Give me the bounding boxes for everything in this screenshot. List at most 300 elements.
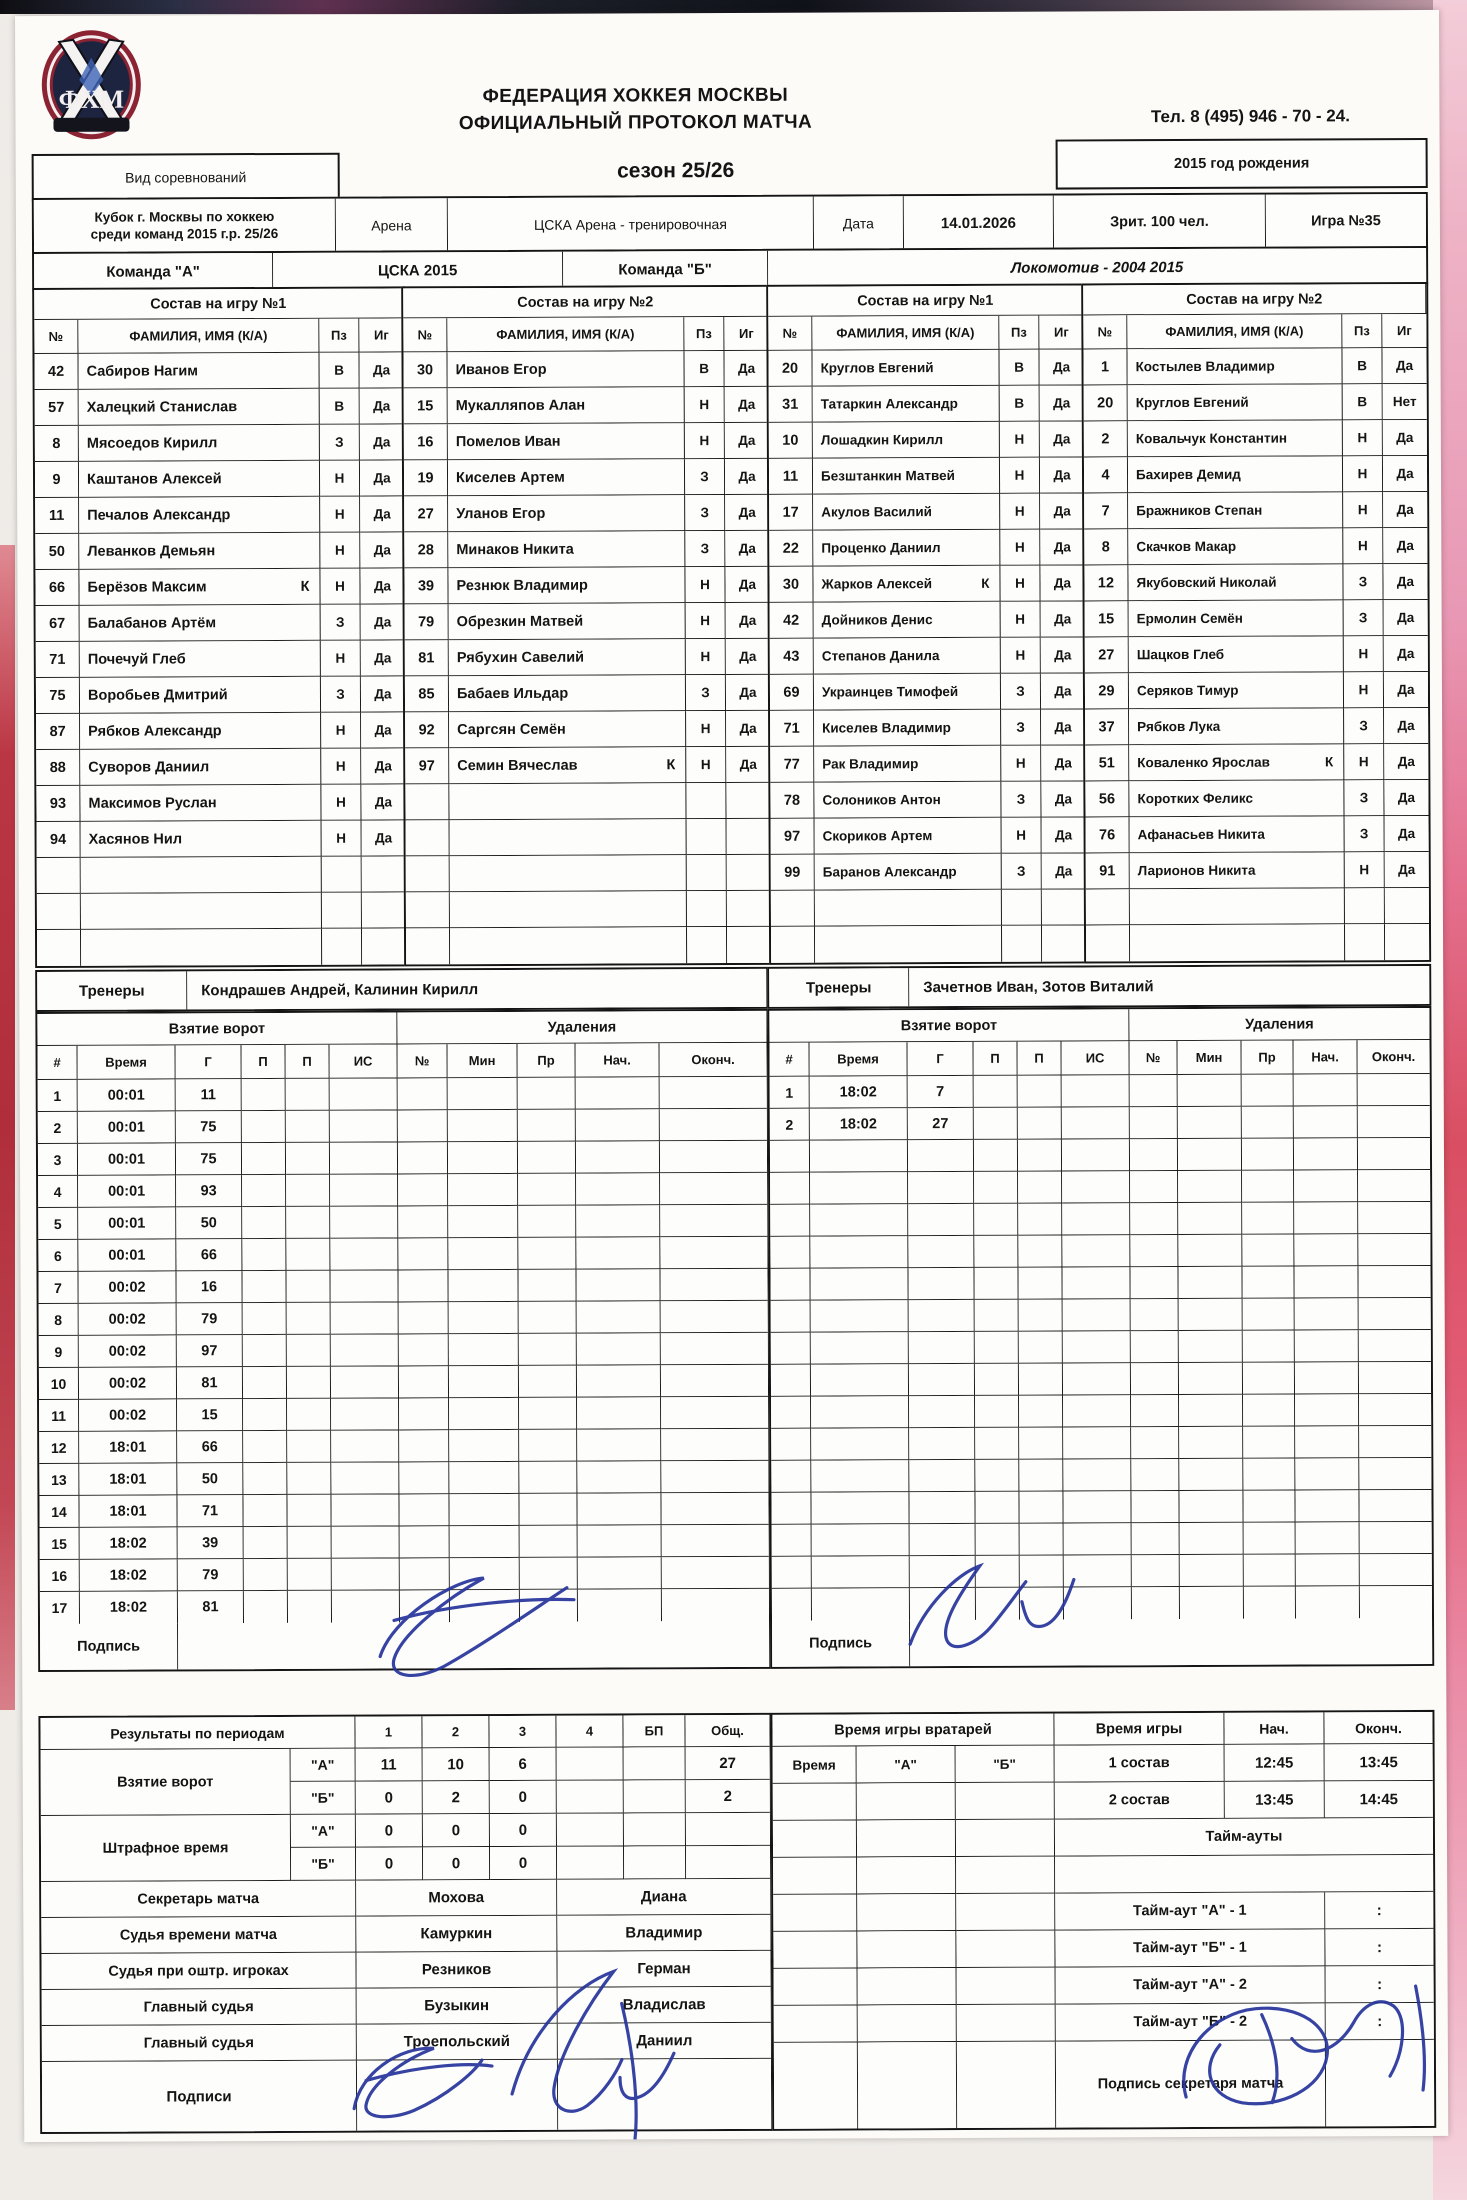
player-name xyxy=(79,569,320,606)
player-position: Н xyxy=(321,641,361,677)
competition-name-line1: Кубок г. Москвы по хоккею xyxy=(94,209,275,225)
goal-assist2 xyxy=(1019,1396,1063,1428)
player-position: З xyxy=(1001,710,1041,746)
player-name xyxy=(813,530,1000,567)
federation-title: ФЕДЕРАЦИЯ ХОККЕЯ МОСКВЫ xyxy=(482,84,789,108)
timeout-value: : xyxy=(1326,2003,1434,2040)
player-played: Да xyxy=(726,711,770,747)
player-name xyxy=(1128,492,1343,529)
player-number: 42 xyxy=(34,354,78,390)
penalty-cell xyxy=(662,1525,769,1557)
player-position xyxy=(687,891,727,927)
penalty-cell xyxy=(1360,1586,1432,1618)
penalty-cell xyxy=(1130,1267,1178,1299)
player-name-text: Коваленко Ярослав xyxy=(1137,754,1270,771)
official-surname: Камуркин xyxy=(356,1916,557,1953)
goalie-time-cell xyxy=(857,1931,956,1968)
player-position: З xyxy=(1344,780,1384,816)
goal-strength xyxy=(331,1462,399,1494)
penalty-cell xyxy=(1243,1331,1295,1363)
player-name xyxy=(448,531,685,568)
roster-col-played: Иг xyxy=(1039,315,1083,349)
goal-row-number: 6 xyxy=(38,1240,78,1272)
arena-value: ЦСКА Арена - тренировочная xyxy=(448,197,814,253)
player-name xyxy=(450,891,687,928)
player-name xyxy=(448,459,685,496)
player-name-text: Семин Вячеслав xyxy=(457,757,578,774)
player-number: 30 xyxy=(769,567,813,603)
goal-scorer: 11 xyxy=(176,1079,242,1111)
player-name xyxy=(815,854,1002,891)
penalty-cell xyxy=(1243,1491,1295,1523)
penalty-cell xyxy=(1179,1299,1243,1331)
penalty-cell xyxy=(398,1238,448,1270)
penalty-cell xyxy=(450,1526,520,1558)
results-value xyxy=(624,1780,686,1813)
penalty-cell xyxy=(520,1558,578,1590)
player-played: Да xyxy=(1384,600,1428,636)
goal-row-number xyxy=(770,1205,810,1237)
player-played: Да xyxy=(361,784,405,820)
player-name-text: Коротких Феликс xyxy=(1137,790,1254,807)
goal-assist2 xyxy=(1019,1332,1063,1364)
timeout-label: Тайм-аут "Б" - 1 xyxy=(1055,1929,1325,1967)
goal-strength xyxy=(1062,1139,1130,1171)
goal-scorer xyxy=(909,1428,975,1460)
player-number: 15 xyxy=(1085,601,1129,637)
penalty-cell xyxy=(1131,1427,1179,1459)
player-played: Да xyxy=(726,639,770,675)
player-name xyxy=(813,386,1000,423)
player-number xyxy=(1086,889,1130,925)
goal-time: 00:01 xyxy=(78,1079,176,1111)
player-name-text: Костылев Владимир xyxy=(1135,358,1275,375)
goal-assist1 xyxy=(243,1399,287,1431)
goal-scorer xyxy=(909,1492,975,1524)
player-played xyxy=(726,783,770,819)
penalty-cell xyxy=(1243,1395,1295,1427)
goal-assist1 xyxy=(974,1108,1018,1140)
player-played: Да xyxy=(726,603,770,639)
goal-strength xyxy=(332,1526,400,1558)
player-position: Н xyxy=(321,713,361,749)
player-number: 10 xyxy=(769,423,813,459)
penalty-cell xyxy=(1296,1522,1360,1554)
goal-assist2 xyxy=(1018,1268,1062,1300)
player-name-text: Ларионов Никита xyxy=(1137,862,1256,879)
protocol-sheet xyxy=(15,10,1448,2142)
goal-row-number: 3 xyxy=(38,1144,78,1176)
results-value: 11 xyxy=(356,1748,423,1781)
player-number: 67 xyxy=(36,606,80,642)
goal-assist1 xyxy=(974,1204,1018,1236)
player-number: 28 xyxy=(404,532,448,568)
goal-strength xyxy=(1064,1555,1132,1587)
player-position: Н xyxy=(322,821,362,857)
player-name xyxy=(449,603,686,640)
player-position: З xyxy=(321,677,361,713)
penalty-cell xyxy=(576,1173,660,1205)
penalty-cell xyxy=(448,1238,518,1270)
penalty-cell xyxy=(1358,1234,1430,1266)
player-played: Да xyxy=(1040,529,1084,565)
player-position: З xyxy=(1002,854,1042,890)
player-name xyxy=(1130,888,1345,925)
player-number: 51 xyxy=(1085,745,1129,781)
goal-time xyxy=(810,1204,908,1236)
results-period-header: 1 xyxy=(355,1716,422,1748)
player-played: Да xyxy=(1384,636,1428,672)
goal-row-number xyxy=(771,1493,811,1525)
penalty-cell xyxy=(661,1429,768,1461)
roster-col-played: Иг xyxy=(1382,314,1426,348)
player-number: 8 xyxy=(1084,529,1128,565)
goal-time: 00:02 xyxy=(78,1271,176,1303)
goals-col-header: # xyxy=(769,1043,809,1077)
official-firstname: Даниил xyxy=(558,2023,771,2060)
player-name-text: Рак Владимир xyxy=(822,756,919,772)
penalty-cell xyxy=(576,1109,660,1141)
roster-col-pos: Пз xyxy=(684,317,724,351)
player-position: З xyxy=(686,675,726,711)
player-number: 27 xyxy=(1085,637,1129,673)
goal-row-number xyxy=(771,1461,811,1493)
goal-time: 18:02 xyxy=(810,1076,908,1108)
penalty-cell xyxy=(577,1365,661,1397)
player-name xyxy=(81,821,322,858)
player-played: Да xyxy=(1382,348,1426,384)
player-number xyxy=(37,858,81,894)
player-position: Н xyxy=(1000,530,1040,566)
player-number xyxy=(406,928,450,964)
secretary-sign-label: Подпись секретаря матча xyxy=(1056,2040,1326,2127)
penalties-title-b: Удаления xyxy=(1129,1008,1429,1041)
lineup-end: 14:45 xyxy=(1325,1781,1433,1818)
goal-row-number: 1 xyxy=(38,1080,78,1112)
player-played: Да xyxy=(725,531,769,567)
player-name xyxy=(80,749,321,786)
penalty-cell xyxy=(449,1334,519,1366)
player-played: Да xyxy=(1384,708,1428,744)
roster-col-name: ФАМИЛИЯ, ИМЯ (К/А) xyxy=(447,317,684,352)
penalty-cell xyxy=(577,1397,661,1429)
player-name xyxy=(1130,924,1345,961)
player-number: 79 xyxy=(405,604,449,640)
timeout-label: Тайм-аут "Б" - 2 xyxy=(1056,2003,1326,2041)
penalty-cell xyxy=(661,1301,768,1333)
player-position: Н xyxy=(320,533,360,569)
timeout-label: Тайм-аут "А" - 2 xyxy=(1056,1966,1326,2004)
goal-row-number: 8 xyxy=(39,1304,79,1336)
penalty-cell xyxy=(449,1494,519,1526)
player-number: 16 xyxy=(404,424,448,460)
player-position: Н xyxy=(1345,852,1385,888)
player-name-text: Ермолин Семён xyxy=(1136,610,1243,627)
official-firstname: Герман xyxy=(557,1951,770,1988)
penalty-cell xyxy=(1130,1235,1178,1267)
player-number xyxy=(406,856,450,892)
coaches-label-b: Тренеры xyxy=(769,968,909,1007)
player-number: 56 xyxy=(1085,781,1129,817)
goal-strength xyxy=(332,1558,400,1590)
player-played xyxy=(1385,888,1429,924)
penalty-cell xyxy=(1294,1202,1358,1234)
goal-assist1 xyxy=(242,1207,286,1239)
player-number: 19 xyxy=(404,460,448,496)
sign-label-b: Подпись xyxy=(772,1620,910,1667)
goal-row-number: 10 xyxy=(39,1368,79,1400)
player-name xyxy=(1129,744,1344,781)
player-number: 15 xyxy=(404,388,448,424)
player-played: Да xyxy=(1383,528,1427,564)
player-position: Н xyxy=(1001,746,1041,782)
goal-assist1 xyxy=(975,1492,1019,1524)
player-position: З xyxy=(1001,674,1041,710)
player-number: 92 xyxy=(405,712,449,748)
goal-assist1 xyxy=(975,1428,1019,1460)
penalty-cell xyxy=(1131,1459,1179,1491)
goal-scorer xyxy=(910,1556,976,1588)
penalty-cell xyxy=(1130,1139,1178,1171)
penalty-cell xyxy=(578,1589,662,1621)
goal-strength xyxy=(1063,1459,1131,1491)
penalty-cell xyxy=(519,1494,577,1526)
goal-assist1 xyxy=(244,1591,288,1623)
results-value xyxy=(624,1813,686,1846)
player-name xyxy=(80,677,321,714)
goal-row-number xyxy=(772,1557,812,1589)
goal-strength xyxy=(330,1110,398,1142)
player-position: Н xyxy=(320,497,360,533)
penalty-cell xyxy=(518,1110,576,1142)
player-name xyxy=(450,855,687,892)
penalty-cell xyxy=(1242,1171,1294,1203)
penalty-cell xyxy=(1294,1234,1358,1266)
player-played xyxy=(1042,889,1086,925)
goal-time xyxy=(810,1236,908,1268)
player-played: Да xyxy=(1042,817,1086,853)
penalty-cell xyxy=(449,1398,519,1430)
sign-area-a xyxy=(178,1621,769,1670)
player-number: 4 xyxy=(1084,457,1128,493)
goal-assist2 xyxy=(286,1271,330,1303)
penalty-cell xyxy=(1132,1555,1180,1587)
penalty-cell xyxy=(518,1142,576,1174)
team-a-name: ЦСКА 2015 xyxy=(273,252,563,289)
player-number: 39 xyxy=(404,568,448,604)
official-surname: Мохова xyxy=(356,1880,557,1917)
player-position: В xyxy=(319,353,359,389)
player-name xyxy=(80,605,321,642)
goalie-time-cell xyxy=(956,1820,1055,1857)
player-number: 31 xyxy=(769,387,813,423)
goal-assist1 xyxy=(242,1175,286,1207)
penalty-cell xyxy=(399,1398,449,1430)
goal-strength xyxy=(1063,1491,1131,1523)
goal-assist1 xyxy=(242,1079,286,1111)
goal-row-number xyxy=(770,1173,810,1205)
player-position: З xyxy=(1001,782,1041,818)
goal-assist1 xyxy=(975,1300,1019,1332)
goal-time: 18:01 xyxy=(79,1463,177,1495)
player-played: Да xyxy=(1040,457,1084,493)
penalty-cell xyxy=(448,1078,518,1110)
goal-strength xyxy=(1062,1075,1130,1107)
goal-assist1 xyxy=(243,1367,287,1399)
coaches-b: Зачетнов Иван, Зотов Виталий xyxy=(909,966,1429,1006)
coaches-row-a xyxy=(35,967,768,1012)
lineup-label: 2 состав xyxy=(1055,1782,1225,1820)
player-played: Да xyxy=(1041,781,1085,817)
player-name-text: Татаркин Александр xyxy=(820,395,958,412)
penalty-cell xyxy=(1131,1395,1179,1427)
official-role: Секретарь матча xyxy=(41,1881,356,1918)
player-position: Н xyxy=(1000,422,1040,458)
goal-time: 18:01 xyxy=(79,1495,177,1527)
penalty-cell xyxy=(1132,1587,1180,1619)
player-name-text: Рябков Александр xyxy=(88,722,222,740)
player-position: В xyxy=(684,351,724,387)
results-title: Результаты по периодам xyxy=(40,1717,355,1750)
player-name xyxy=(814,674,1001,711)
goalie-time-cell xyxy=(773,1820,857,1857)
player-name-text: Афанасьев Никита xyxy=(1137,826,1265,843)
player-position: Н xyxy=(1344,672,1384,708)
player-position: Н xyxy=(1002,818,1042,854)
player-number: 22 xyxy=(769,531,813,567)
player-played: Да xyxy=(1042,853,1086,889)
player-name xyxy=(1129,780,1344,817)
penalty-cell xyxy=(578,1525,662,1557)
goal-row-number: 2 xyxy=(770,1109,810,1141)
player-played: Да xyxy=(1384,744,1428,780)
penalty-cell xyxy=(1244,1587,1296,1619)
player-number xyxy=(406,892,450,928)
player-played: Нет xyxy=(1383,384,1427,420)
goal-assist1 xyxy=(975,1396,1019,1428)
start-header: Нач. xyxy=(1224,1712,1324,1744)
player-name xyxy=(1128,384,1343,421)
penalty-cell xyxy=(1131,1363,1179,1395)
player-played: Да xyxy=(360,460,404,496)
goalie-time-cell xyxy=(858,2005,957,2042)
goals-col-header: ИС xyxy=(1061,1041,1129,1075)
penalty-cell xyxy=(448,1174,518,1206)
goal-scorer xyxy=(910,1524,976,1556)
goal-assist2 xyxy=(1018,1236,1062,1268)
player-played: Да xyxy=(1383,420,1427,456)
goal-row-number: 17 xyxy=(40,1592,80,1624)
goalie-time-cell xyxy=(956,1894,1055,1931)
player-name-text: Круглов Евгений xyxy=(1135,394,1249,411)
results-period-header: 2 xyxy=(422,1716,489,1748)
goal-row-number: 9 xyxy=(39,1336,79,1368)
player-name xyxy=(1128,420,1343,457)
results-value: 0 xyxy=(356,1781,423,1814)
roster-title: Состав на игру №1 xyxy=(34,288,403,320)
roster-col-name: ФАМИЛИЯ, ИМЯ (К/А) xyxy=(78,319,319,354)
goalie-time-cell xyxy=(773,1857,857,1894)
goal-time: 18:01 xyxy=(79,1431,177,1463)
results-period-header: Общ. xyxy=(685,1715,769,1747)
player-played: Да xyxy=(1383,492,1427,528)
penalty-cell xyxy=(1359,1298,1431,1330)
goal-strength xyxy=(331,1494,399,1526)
goal-time xyxy=(811,1332,909,1364)
goal-strength xyxy=(1063,1299,1131,1331)
goal-scorer: 79 xyxy=(177,1303,243,1335)
player-position: Н xyxy=(685,423,725,459)
player-name xyxy=(449,639,686,676)
goal-assist2 xyxy=(286,1111,330,1143)
player-number: 43 xyxy=(770,639,814,675)
player-played: Да xyxy=(725,423,769,459)
goals-col-header: П xyxy=(285,1045,329,1079)
goalie-time-cell xyxy=(857,1783,956,1820)
player-position: З xyxy=(685,531,725,567)
player-number xyxy=(37,930,81,966)
penalty-cell xyxy=(519,1462,577,1494)
player-number: 87 xyxy=(36,714,80,750)
player-position: В xyxy=(1343,384,1383,420)
player-played: Да xyxy=(1040,385,1084,421)
penalty-cell xyxy=(449,1430,519,1462)
goal-time xyxy=(811,1364,909,1396)
results-value xyxy=(686,1846,770,1879)
penalty-cell xyxy=(1242,1139,1294,1171)
results-value: 0 xyxy=(490,1814,557,1847)
penalty-cell xyxy=(1179,1395,1243,1427)
player-played: Да xyxy=(360,532,404,568)
goals-col-header: Г xyxy=(175,1045,241,1079)
player-name-text: Бахирев Демид xyxy=(1135,466,1241,483)
team-b-name: Локомотив - 2004 2015 xyxy=(768,248,1426,287)
player-name xyxy=(79,461,320,498)
goal-assist2 xyxy=(286,1175,330,1207)
player-name xyxy=(1130,816,1345,853)
season-label: сезон 25/26 xyxy=(617,158,735,183)
player-position: Н xyxy=(1343,492,1383,528)
goal-assist2 xyxy=(288,1527,332,1559)
penalty-cell xyxy=(400,1590,450,1622)
goal-scorer xyxy=(909,1460,975,1492)
player-name xyxy=(79,533,320,570)
roster-col-pos: Пз xyxy=(1342,314,1382,348)
player-position: З xyxy=(685,495,725,531)
results-team: "А" xyxy=(291,1815,356,1848)
results-value: 0 xyxy=(490,1781,557,1814)
player-name-text: Ковальчук Константин xyxy=(1135,430,1288,447)
time-table xyxy=(770,1710,1436,2131)
player-position: Н xyxy=(1000,494,1040,530)
player-name xyxy=(814,710,1001,747)
player-number xyxy=(405,784,449,820)
goals-col-header: П xyxy=(1017,1042,1061,1076)
penalty-cell xyxy=(1295,1426,1359,1458)
penalty-cell xyxy=(576,1205,660,1237)
penalty-cell xyxy=(398,1174,448,1206)
penalty-cell xyxy=(448,1110,518,1142)
player-played: Да xyxy=(726,747,770,783)
penalties-col-header: Пр xyxy=(1241,1041,1293,1075)
goal-assist2 xyxy=(1020,1556,1064,1588)
player-name xyxy=(449,711,686,748)
roster-col-played: Иг xyxy=(724,317,768,351)
goal-assist2 xyxy=(1018,1076,1062,1108)
goal-assist2 xyxy=(1018,1204,1062,1236)
player-name xyxy=(80,713,321,750)
goal-strength xyxy=(331,1398,399,1430)
